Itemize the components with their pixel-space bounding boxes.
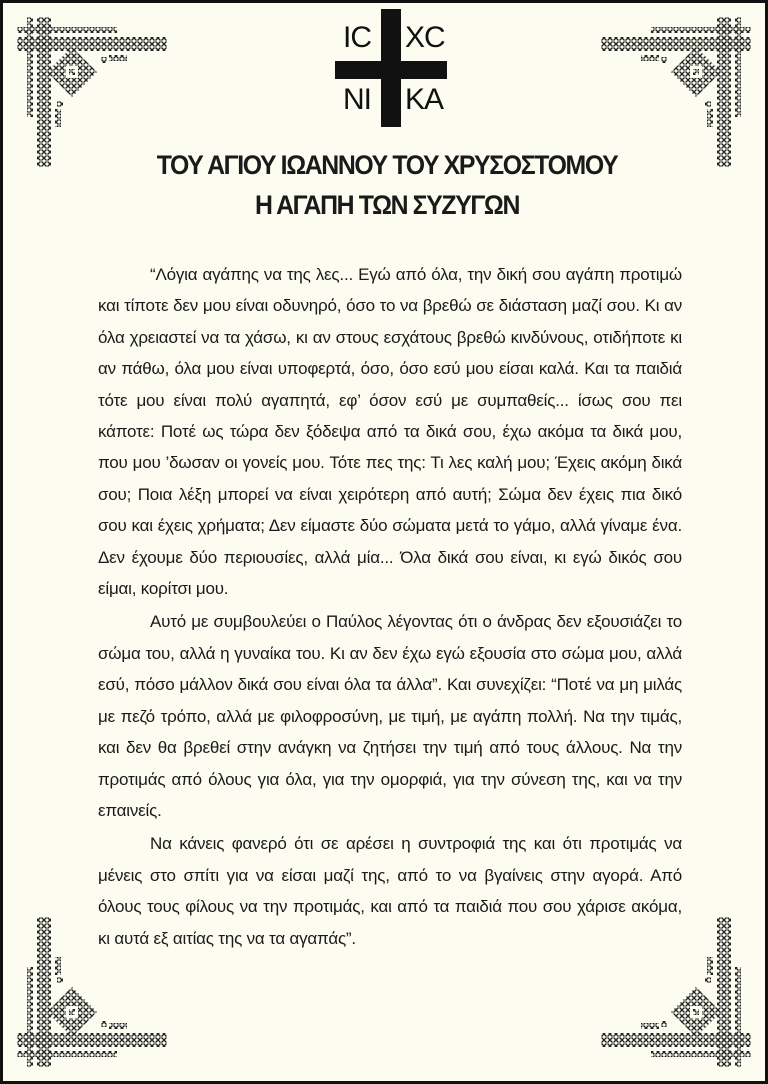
paragraph: “Λόγια αγάπης να της λες... Εγώ από όλα, την δική σου αγάπη προτιμώ και τίποτε δεν μου είναι οδυνηρό, όσο το να βρεθώ σε διάσταση μαζί σου. Κι αν όλα χρειαστεί να τα χάσω, κι αν στους εσχάτους βρεθώ κινδύνους, οτιδήποτε κι αν πάθω, όλα μου είναι υποφερτά, όσο, όσο εσύ μου είσαι καλά. Και τα παιδιά τότε μου είναι πολύ αγαπητά, εφ’ όσον εσύ με συμπαθείς... ίσως σου πει κάποτε: Ποτέ ως τώρα δεν ξόδεψα από τα δικά σου, έχω ακόμα τα δικά μου, που μου ’δωσαν οι γονείς μου. Τότε πες της: Τι λες καλή μου; Έχεις ακόμη δικά σου; Ποια λέξη μπορεί να είναι χειρότερη από αυτή; Σώμα δεν έχεις πια δικό σου και έχεις χρήματα; Δεν είμαστε δύο σώματα μετά το γάμο, αλλά γίναμε ένα. Δεν έχουμε δύο περιουσίες, αλλά μία... Όλα δικά σου είναι, κι εγώ δικός σου είμαι, κορίτσι μου. [98,265,682,599]
paragraph: Αυτό με συμβουλεύει ο Παύλος λέγοντας ότι ο άνδρας δεν εξουσιάζει το σώμα του, αλλά η γυναίκα του. Κι αν δεν έχω εγώ εξουσία στο σώμα μου, αλλά εσύ, πόσο μάλλον δικά σου είναι όλα τα άλλα”. Και συνεχίζει: “Ποτέ να μη μιλάς με πεζό τρόπο, αλλά με φιλοφροσύνη, με τιμή, με αγάπη πολλή. Να την τιμάς, και δεν θα βρεθεί στην ανάγκη να ζητήσει την τιμή από τους άλλους. Να την προτιμάς από όλους για όλα, για την ομορφιά, για την σύνεση της, και να την επαινείς. [98,612,682,820]
paragraph: Να κάνεις φανερό ότι σε αρέσει η συντροφιά της και ότι προτιμάς να μένεις στο σπίτι για να είσαι μαζί της, από το να βγαίνεις στην αγορά. Από όλους τους φίλους να την προτιμάς, και από τα παιδιά που σου χάρισε ακόμα, κι αυτά εξ αιτίας της να τα αγαπάς”. [98,834,682,948]
cross-horizontal-bar [335,61,447,79]
emblem-letters-ka: KA [405,83,444,116]
emblem-letters-ic: IC [343,21,371,54]
ic-xc-nika-cross-emblem [335,9,447,127]
emblem-letters-ni: NI [343,83,371,116]
title-line-1: ΤΟΥ ΑΓΙΟΥ ΙΩΑΝΝΟΥ ΤΟΥ ΧΡΥΣΟΣΤΟΜΟΥ [156,150,618,180]
body-text [98,259,682,956]
emblem-letters-xc: XC [405,21,445,54]
title-line-2: Η ΑΓΑΠΗ ΤΩΝ ΣΥΖΥΓΩΝ [254,190,520,220]
page-title [89,145,685,225]
